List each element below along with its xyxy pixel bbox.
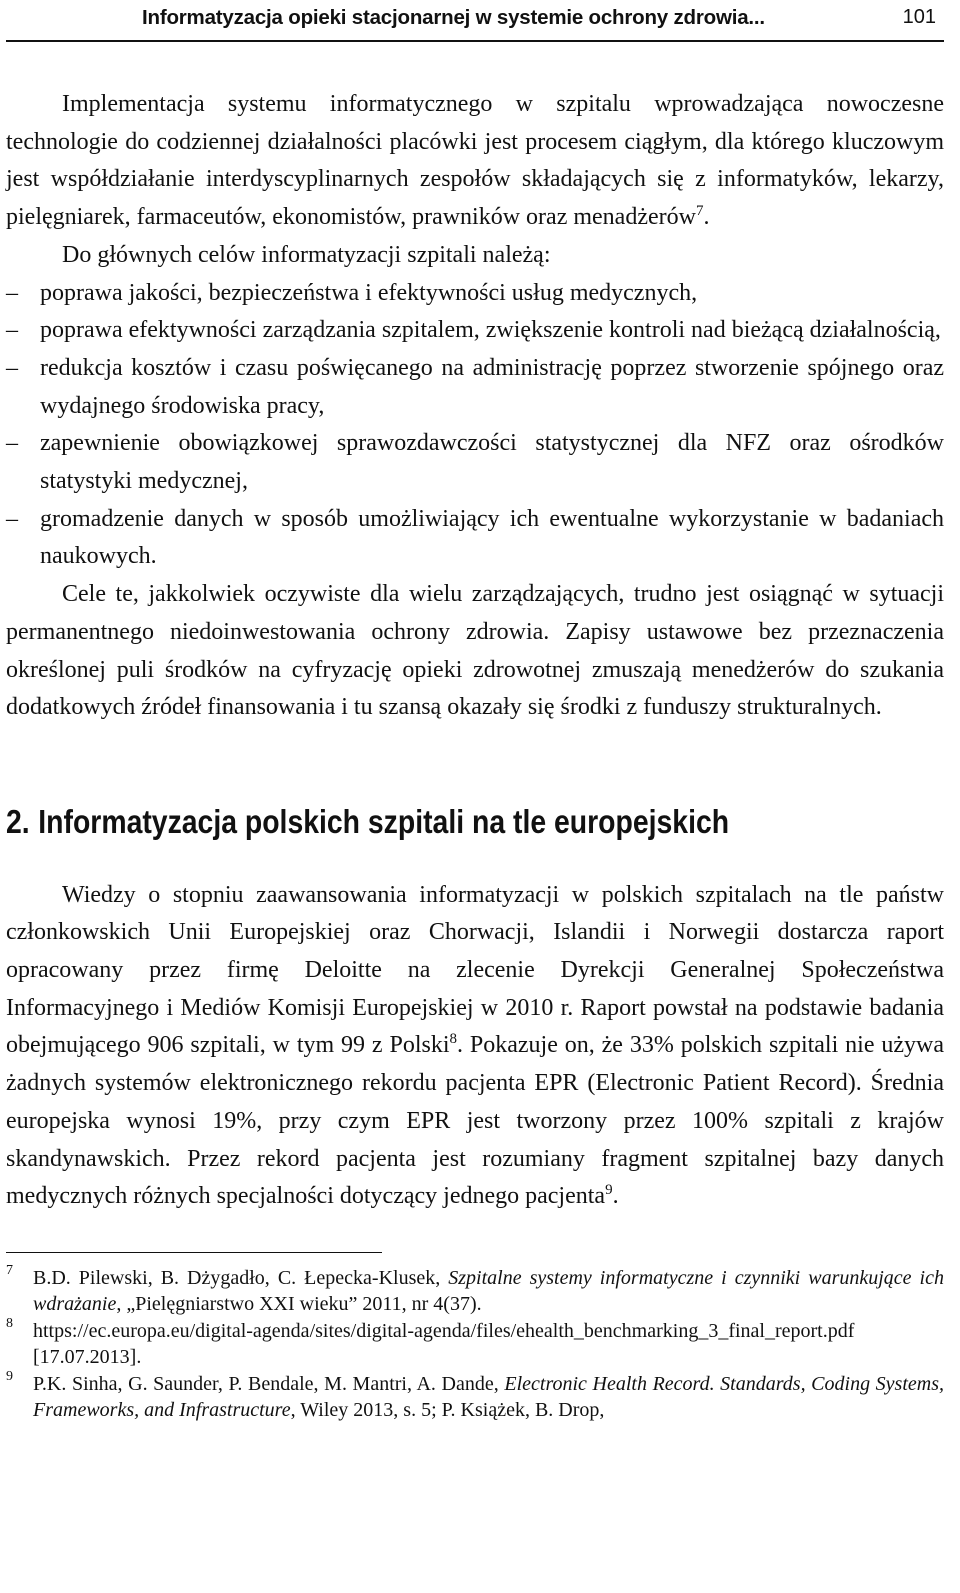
footnote-ref-9[interactable]: 9: [605, 1182, 613, 1199]
footnote-authors: P.K. Sinha, G. Saunder, P. Bendale, M. Mantri, A. Dande,: [33, 1372, 505, 1395]
dash-bullet: –: [6, 354, 18, 381]
list-item-text: zapewnienie obowiązkowej sprawozdawczości statystycznej dla NFZ oraz ośrodków statystyki medycznej,: [40, 430, 944, 495]
footnote-7: [6, 1262, 944, 1318]
list-item: [6, 312, 944, 350]
page-number: 101: [902, 6, 936, 28]
dash-bullet: –: [6, 430, 18, 457]
paragraph-goals-intro: Do głównych celów informatyzacji szpitali należą:: [62, 241, 551, 268]
punctuation: .: [703, 204, 710, 231]
running-head: [6, 0, 944, 42]
list-item: [6, 350, 944, 425]
paragraph-goals-funding: Cele te, jakkolwiek oczywiste dla wielu zarządzających, trudno jest osiągnąć w sytuacji permanentnego niedoinwestowania ochrony zdrowia. Zapisy ustawowe bez przeznaczenia określonej puli środków na cyfryzację opieki zdrowotnej zmuszają menedżerów do szukania dodatkowych źródeł finansowania i tu szansą okazały się środki z funduszy strukturalnych.: [6, 581, 944, 721]
list-item: [6, 425, 944, 500]
footnote-number: 8: [6, 1315, 13, 1331]
footnote-ref-8[interactable]: 8: [449, 1031, 458, 1048]
document-page: [6, 0, 944, 1424]
footnote-number: 9: [6, 1368, 13, 1384]
body-text: [6, 86, 944, 1216]
footnote-authors: B.D. Pilewski, B. Dżygadło, C. Łepecka-Klusek,: [33, 1266, 449, 1289]
list-item: [6, 275, 944, 313]
running-head-title: Informatyzacja opieki stacjonarnej w systemie ochrony zdrowia...: [142, 6, 765, 29]
punctuation: .: [612, 1183, 619, 1210]
footnotes: [6, 1262, 944, 1424]
footnote-9: [6, 1368, 944, 1424]
footnote-access-date: [17.07.2013].: [33, 1346, 142, 1369]
list-item: [6, 501, 944, 576]
footnote-source: , Wiley 2013, s. 5; P. Książek, B. Drop,: [290, 1399, 605, 1422]
footnote-url-link[interactable]: https://ec.europa.eu/digital-agenda/sites/digital-agenda/files/ehealth_benchmarking_3_final_report.pdf: [33, 1319, 855, 1342]
list-item-text: poprawa efektywności zarządzania szpitalem, zwiększenie kontroli nad bieżącą działalnością,: [40, 317, 941, 344]
footnote-title: Szpitalne systemy informatyczne i czynniki warunkujące ich wdrażanie: [33, 1266, 944, 1316]
section-number: 2.: [6, 802, 30, 840]
paragraph-implementation: [6, 86, 944, 237]
paragraph-text: Implementacja systemu informatycznego w szpitalu wprowadzająca nowoczesne technologie do codziennej działalności placówki jest procesem ciągłym, dla którego kluczowym jest współdziałanie interdyscyplinarnych zespołów składających się z informatyków, lekarzy, pielęgniarek, farmaceutów, ekonomistów, prawników oraz menadżerów: [6, 91, 944, 231]
dash-bullet: –: [6, 317, 18, 344]
list-item-text: gromadzenie danych w sposób umożliwiający ich ewentualne wykorzystanie w badaniach naukowych.: [40, 505, 944, 570]
paragraph-text: . Pokazuje on, że 33% polskich szpitali nie używa żadnych systemów elektronicznego rekordu pacjenta EPR (Electronic Patient Record). Średnia europejska wynosi 19%, przy czym EPR jest tworzony przez 100% szpitali z krajów skandynawskich. Przez rekord pacjenta jest rozumiany fragment szpitalnej bazy danych medycznych różnych specjalności dotyczący jednego pacjenta: [6, 1032, 945, 1210]
footnote-separator: [6, 1252, 382, 1253]
section-heading: [6, 803, 813, 841]
paragraph-deloitte-report: [6, 877, 944, 1216]
list-item-text: redukcja kosztów i czasu poświęcanego na administrację poprzez stworzenie spójnego oraz wydajnego środowiska pracy,: [40, 354, 944, 419]
list-item-text: poprawa jakości, bezpieczeństwa i efektywności usług medycznych,: [40, 279, 698, 306]
footnote-8: [6, 1315, 944, 1371]
section-title: Informatyzacja polskich szpitali na tle europejskich: [38, 802, 730, 840]
footnote-number: 7: [6, 1262, 13, 1278]
footnote-source: , „Pielęgniarstwo XXI wieku” 2011, nr 4(37).: [116, 1293, 482, 1316]
footnote-title: Electronic Health Record. Standards, Coding Systems, Frameworks, and Infrastructure: [33, 1372, 944, 1422]
goals-list: [6, 275, 944, 577]
paragraph-text: Wiedzy o stopniu zaawansowania informatyzacji w polskich szpitalach na tle państw członkowskich Unii Europejskiej oraz Chorwacji, Islandii i Norwegii dostarcza raport opracowany przez firmę Deloitte na zlecenie Dyrekcji Generalnej Społeczeństwa Informacyjnego i Mediów Komisji Europejskiej w 2010 r. Raport powstał na podstawie badania obejmującego 906 szpitali, w tym 99 z Polski: [6, 881, 944, 1059]
dash-bullet: –: [6, 279, 18, 306]
footnote-ref-7[interactable]: 7: [695, 203, 704, 220]
dash-bullet: –: [6, 505, 18, 532]
